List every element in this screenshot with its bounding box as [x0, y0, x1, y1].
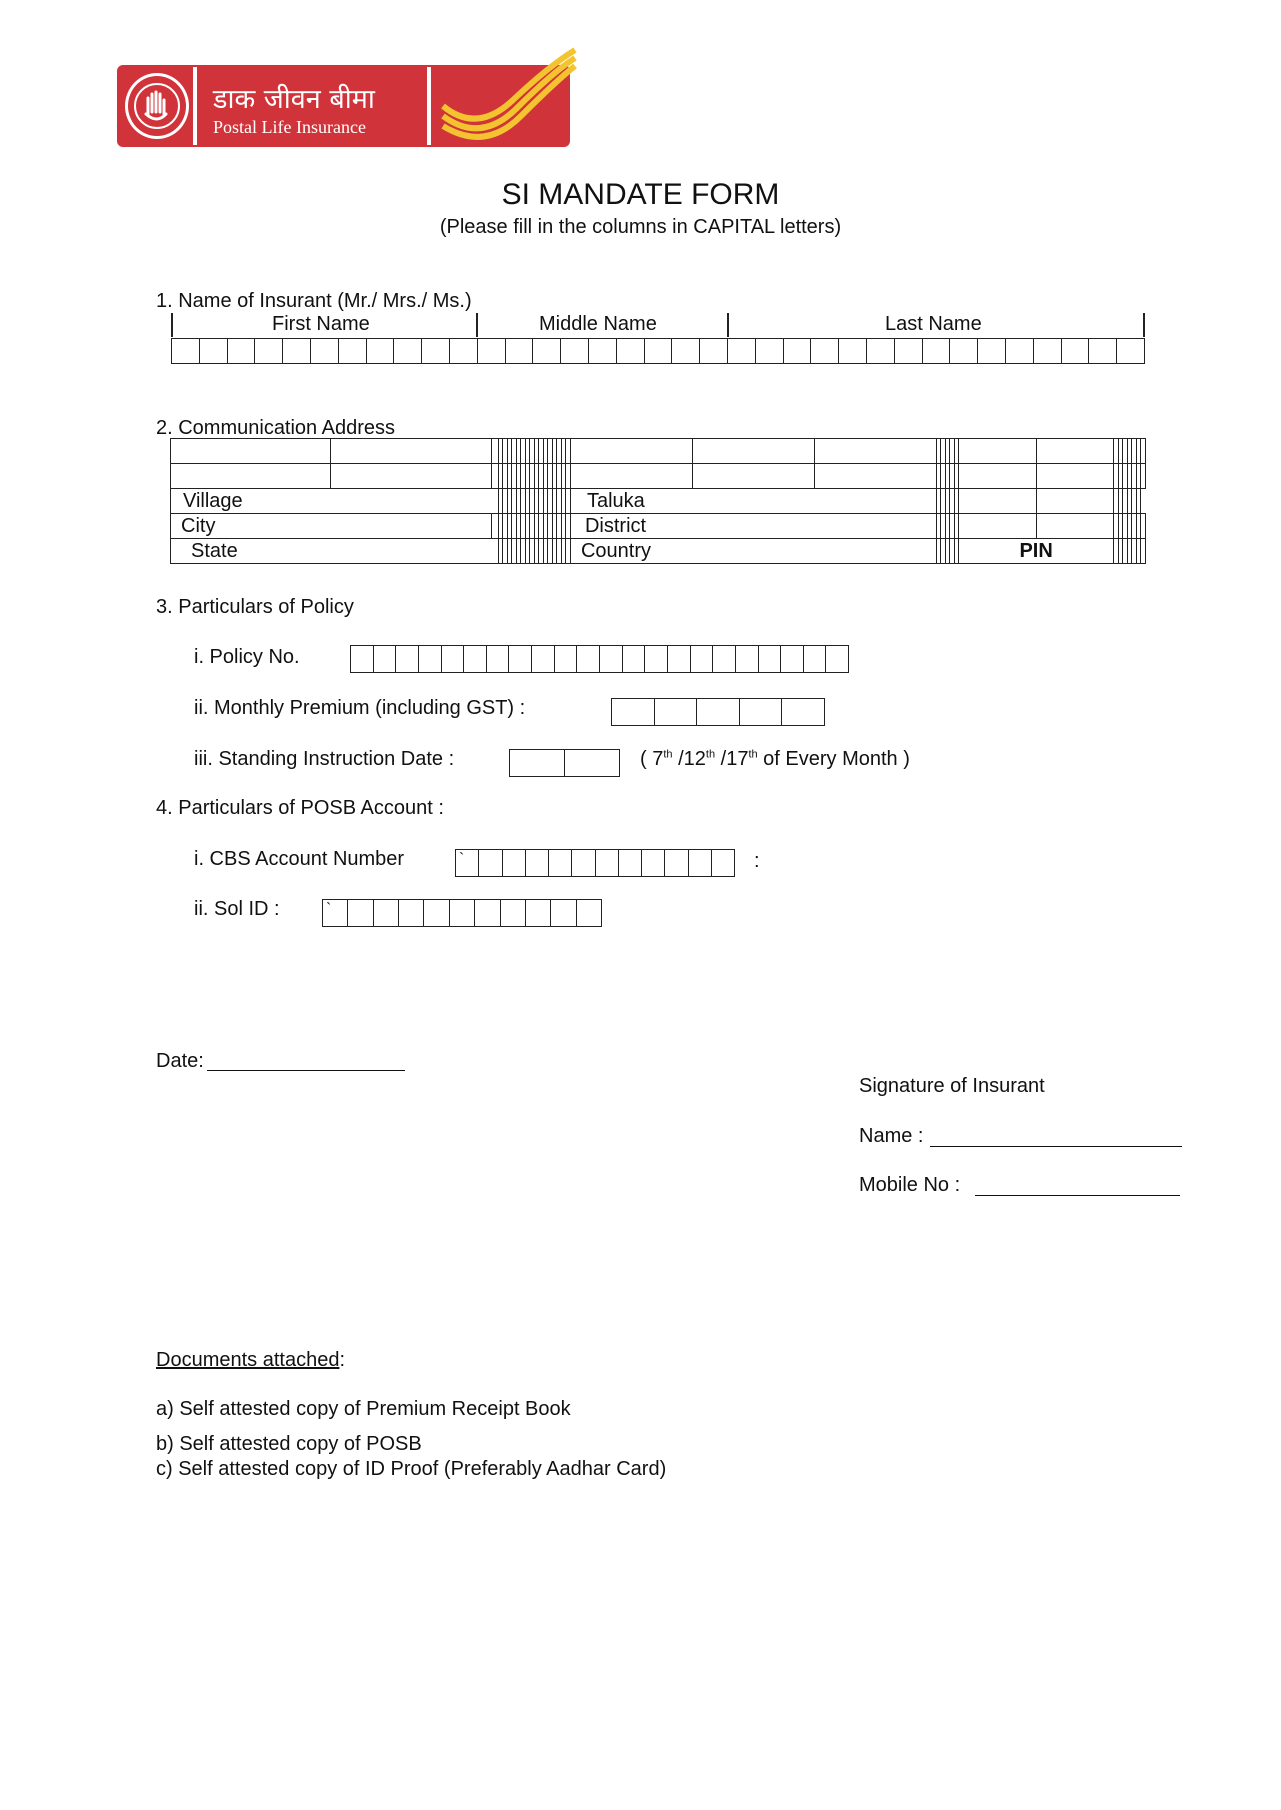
mobile-label: Mobile No :: [859, 1174, 961, 1196]
date-label: Date:: [156, 1050, 204, 1072]
taluka-label: Taluka: [570, 489, 936, 514]
middle-name-label: Middle Name: [539, 313, 657, 335]
section-policy-label: 3. Particulars of Policy: [156, 596, 354, 618]
cbs-account-boxes[interactable]: `: [455, 849, 735, 877]
document-item: b) Self attested copy of POSB: [156, 1433, 422, 1455]
village-label: Village: [171, 489, 499, 514]
si-date-boxes[interactable]: [509, 749, 620, 777]
policy-no-boxes[interactable]: [350, 645, 849, 673]
page-title: SI MANDATE FORM: [501, 178, 780, 211]
si-date-options: ( 7th /12th /17th of Every Month ): [640, 748, 910, 770]
city-label: City: [171, 514, 492, 539]
section-address-label: 2. Communication Address: [156, 417, 396, 439]
country-label: Country: [570, 539, 936, 564]
policy-no-label: i. Policy No.: [194, 646, 300, 668]
mobile-line[interactable]: [975, 1195, 1180, 1196]
section-posb-label: 4. Particulars of POSB Account :: [156, 797, 444, 819]
name-boxes[interactable]: [171, 338, 1145, 364]
state-label: State: [171, 539, 499, 564]
document-item: c) Self attested copy of ID Proof (Preferably Aadhar Card): [156, 1458, 667, 1480]
si-date-label: iii. Standing Instruction Date :: [194, 748, 455, 770]
sol-id-label: ii. Sol ID :: [194, 898, 280, 920]
sol-id-boxes[interactable]: `: [322, 899, 602, 927]
district-label: District: [570, 514, 936, 539]
last-name-label: Last Name: [885, 313, 982, 335]
premium-boxes[interactable]: [611, 698, 825, 726]
cbs-colon: :: [754, 850, 760, 872]
postal-life-insurance-logo: [117, 60, 572, 146]
hand-emblem-icon: [125, 73, 189, 139]
monthly-premium-label: ii. Monthly Premium (including GST) :: [194, 697, 526, 719]
name-label: Name :: [859, 1125, 924, 1147]
signature-label: Signature of Insurant: [859, 1075, 1045, 1097]
first-name-label: First Name: [272, 313, 370, 335]
logo-english-text: Postal Life Insurance: [213, 117, 366, 137]
page-subtitle: (Please fill in the columns in CAPITAL letters): [439, 216, 842, 238]
documents-heading: Documents attached:: [156, 1349, 345, 1371]
document-item: a) Self attested copy of Premium Receipt Book: [156, 1398, 571, 1420]
post-horn-icon: [437, 44, 577, 148]
address-grid[interactable]: [170, 438, 1146, 564]
section-name-label: 1. Name of Insurant (Mr./ Mrs./ Ms.): [156, 290, 472, 312]
name-line[interactable]: [930, 1146, 1182, 1147]
date-line[interactable]: [207, 1070, 405, 1071]
logo-hindi-text: डाक जीवन बीमा: [213, 84, 375, 115]
pin-label: PIN: [959, 539, 1114, 564]
cbs-account-label: i. CBS Account Number: [194, 848, 405, 870]
